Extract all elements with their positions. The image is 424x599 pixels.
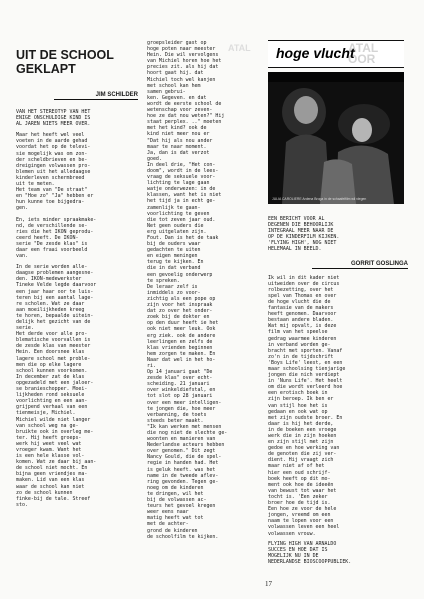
article-title-box bbox=[268, 40, 404, 68]
article-paragraph: En, iets minder spraakmake- nd, de verschillende se- ries die het IKON geprodu- ceerd heeft. De IKON- serie "De zesde klas" is daar een fraai voorbeeld van. bbox=[16, 216, 97, 260]
photo-caption: JULIA CAROLIERE Ardena Broga in de schaafelfilm wil vlegen bbox=[272, 197, 367, 201]
bleed-through-text: ATAL bbox=[228, 43, 251, 53]
article-closing: FLYING HIGH VAN ARNALDO SUCCES EN HOE DAT IS MOGELIJK NU IN DE NEDERLANDSE BIOSCOOPPUBLIEK. bbox=[268, 540, 352, 565]
middle-column bbox=[147, 40, 257, 540]
article-paragraph: Ik wil in dit kader niet uitweiden over de circus rolbezetting, over het spel van Thomas en over de hoge vlucht die de fantasie van de makers heeft genomen. Daarvoor bestaan andere bladen. Wat mij opvalt, is deze film van het speelse gedrag waarmee kinderen in verband worden ge- bracht met sporten. Vanaf zo'n in de tijdschrift 'Boys Life' leest, en een maar schoolsing tienjarige jongen die nich verdiept in 'Nuns Life'. Het heelt om die wordt verleerd hoe een erotisch boek in zijn beroep. Ik ben er van stijl hoe het is gedaan en ook wat op met zijn oudste broer. En daar is hij het derde, in de boeken een vroege werk die in zijn hoeken en zijn stijl met zijn gedoe en hoe werking van de genoten die zij ver- dient. Hij vraagt zich maar niet af of het hier een oud schrijf- boek heeft op dit mo- ment ook hoe de ideeën van bewust tot waar het tocht is. 'Een zeker broer hoe de tijd is. Een hoe ze voor de hele jongen, vreemd om een naam te lopen voor een volwassen leven een heel volwassen vrouw. bbox=[268, 274, 346, 537]
author-byline: JIM SCHILDER bbox=[54, 92, 138, 100]
left-article bbox=[16, 48, 138, 508]
bleed-through-title: ATAL OOR bbox=[348, 41, 378, 66]
photo-graphic bbox=[268, 72, 404, 204]
article-continuation: groepsleider gast op hoge poten naar meester Hein. Die wil vervolgens van Michiel horen hoe het precies zit. als hij dat hoort gaat hij. dat Michiel toch wel kanjen met school kan hem samen gebrui- ken. Gegeven. en dat wordt de eerste school de wetenschap voor zeven- hoe ze dat nou weten?" Hij staat perplex. .." moeten met het kind? ook de kind niet meer nou er "Dat hij als nou ander maar te naar moment. Ja, dan is dat verzot goed. In deel drie, "Het con- doom", wordt in de lees- vraag de seksuele voor- lichting te lage gaan watje onderwezen: in de klassen, want het is niet het tijd ja in echt ge- zamenlijk te gaan- voorlichting te geven die tot zeven jaar oud. Net geen ouders die erg uitgelaten zijn. Fout. Dan is het de taak bij de ouders waar gedachten te uiten en eigen meningen terug te kijken. En die in dat verband een gevoelig onderwerp te spreken. De leraar zelf is inmiddels zo voor- zichtig als een pope op zijn voor het inspraak dat zo over het onder- zoek bij de dokter en op den duur heeft ie het ook niet meer leuk. Ook erg ziek. ook de andere leerlingen en zelfs de klas vrienden beginnen hem zorgen te maken. En Naar dat wel in het ho- ri. Op 14 januari gaat "De zesde klas" over echt- scheiding. 21 januari over winkeldiefstal, en tot slot op 28 januari over een meer intelligen- te jongen die, hoe meer verbanning, de toets steeds beter maakt. "Ik kan werken met mensen die nog niet de slechte ge- woonten en manieren van Nederlandse acteurs hebben over genomen." Dit zegt Nancy Gould, die de spel- regie in handen had. Het is geluk heeft. was het name in de tweede aflev- ring gevonden. Tegen ge- noeg om de kinderen te dringen, wil het bij de volwassen ac- teurs het gevoel kregen weer eens naar matig heeft wat tot met de achter- grond de kinderen de schoolfilm te kijken. bbox=[147, 40, 228, 540]
film-still-photo bbox=[268, 72, 404, 204]
article-paragraph: In de serie worden alle- daagse problemen aangesne- den. IKON-medewerkster Tineke Velde legde daarvoor een jaar haar oor te luis- teren bij een aantal lage- re scholen. Wat ze daar aan moeilijkheden kreeg te horen, bepaalde uitein- delijk het gezicht van de serie. Het derde voor alle pro- blematische voorvallen is de zesde klas van meester Hein. Een doorsnee klas lagere school met proble- men die op elke lagere school kunnen voorkomen. In december zat de klas opgezadeld met een jaloer- se branieschopper. Moei- lijkheden rond seksuele voorlichting en een aan- grijpend verhaal van een tienmeisje, Michiel. Michiel wilde niet langer van school weg na ge- bruikte ook in overleg me- ter. Hij heeft groeps- werk hij weet veel wat vroeger kwam. Want het is een hele klasse vol- komen. Wat ze daar bij aan- de school niet mocht. En bijna geen vriendjes ma- maken. Lid van een klas waar de school kan niet zo de school kunnen finke-bij de tale. Streef sto. bbox=[16, 264, 97, 508]
right-article bbox=[268, 40, 408, 565]
article-headline bbox=[16, 48, 138, 76]
author-byline: GORRIT GOSLINGA bbox=[312, 261, 408, 269]
page-number: 17 bbox=[265, 580, 272, 588]
article-paragraph: Maar het heeft wel veel voeten in de aarde gehad voordat het op de televi- sie mogelijk was om zon- der scheldbrieven en be- dreigingen volwassen pro- blemen uit het alledaagse kinderleven schermbreed uit te meten. Het team van "De straat" en "Hoe zo" "Ja" hebben er hun kunne toe bijgedra- gen. bbox=[16, 132, 94, 212]
headline-line-1: UIT DE SCHOOL bbox=[16, 48, 114, 62]
article-title: hoge vlucht bbox=[276, 45, 355, 61]
article-lead: VAN HET STEREOTYP VAN HET ENIGE ONSCHULDIGE KIND IS AL JAREN NIETS MEER OVER. bbox=[16, 109, 91, 128]
headline-line-2: GEKLAPT bbox=[16, 62, 76, 76]
article-intro: EEN BERICHT VOOR AL DEGENEN DIE BEHOORLIJK INTEGRAAL MEER NAAR DE OP DE KINDERFILM KIJKEN. 'FLYING HIGH', NOG NIET HELEMAAL IN BEELD. bbox=[268, 216, 340, 253]
